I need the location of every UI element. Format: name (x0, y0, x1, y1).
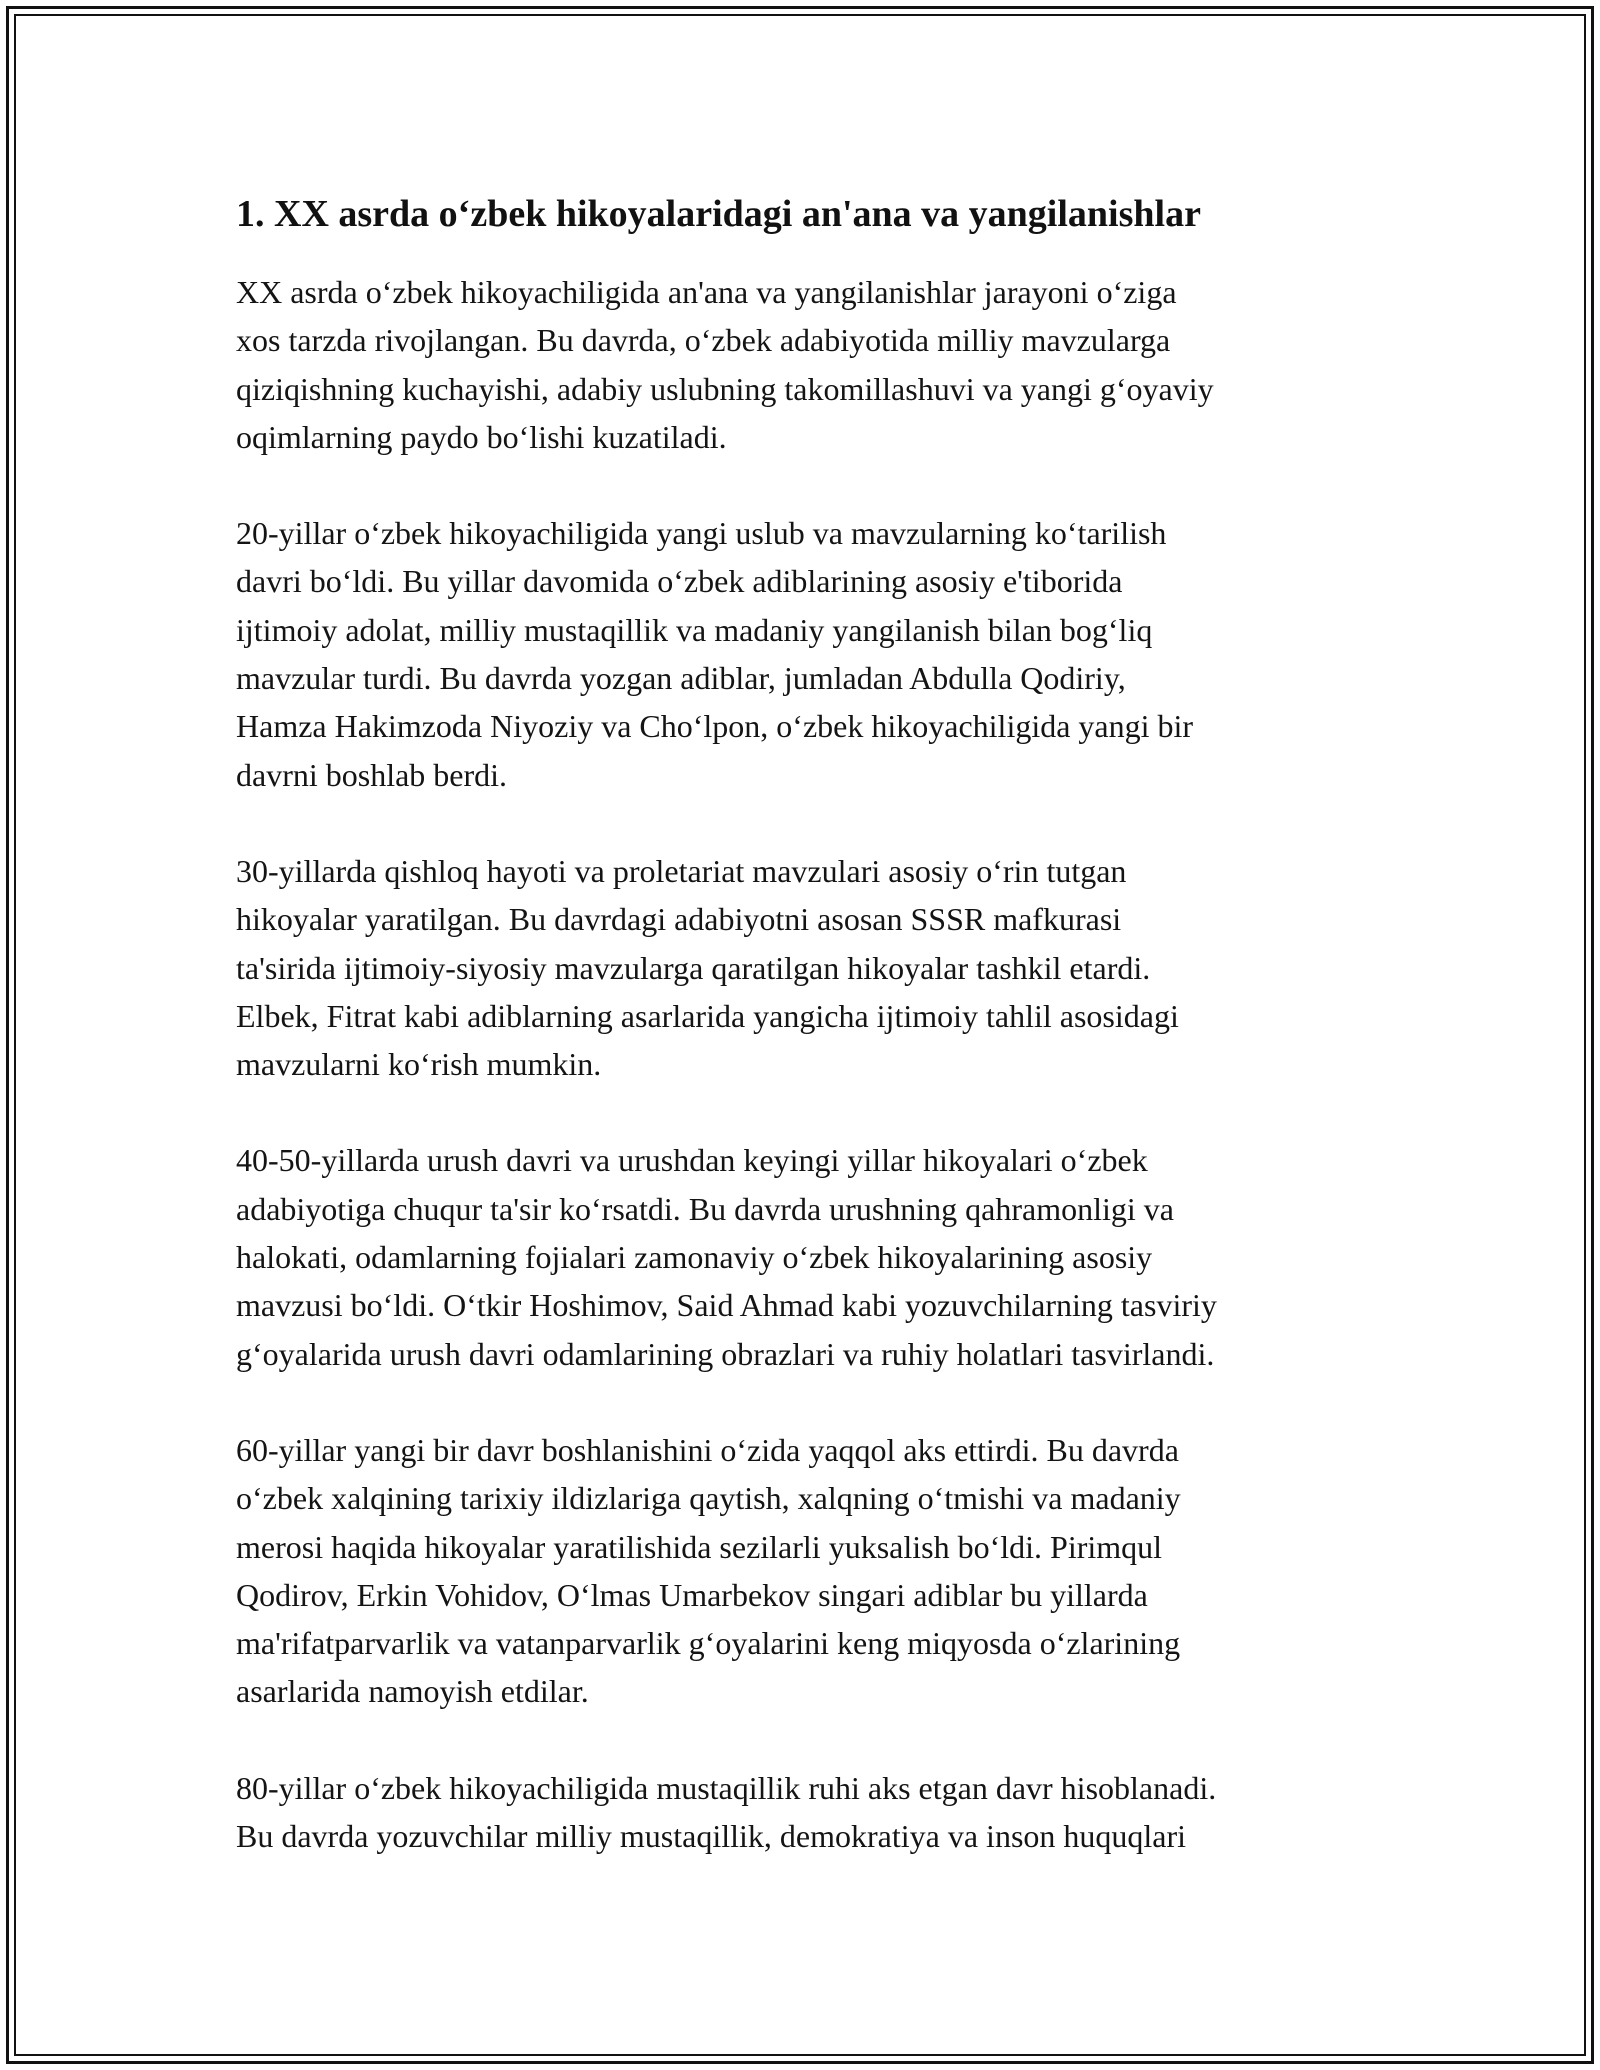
paragraph-intro: XX asrda o‘zbek hikoyachiligida an'ana va yangilanishlar jarayoni o‘ziga xos tarzda rivojlangan. Bu davrda, o‘zbek adabiyotida milliy mavzularga qiziqishning kuchayishi, adabiy uslubning takomillashuvi va yangi g‘oyaviy oqimlarning paydo bo‘lishi kuzatiladi. (236, 274, 1214, 455)
paragraph-1980s: 80-yillar o‘zbek hikoyachiligida mustaqillik ruhi aks etgan davr hisoblanadi. Bu davrda yozuvchilar milliy mustaqillik, demokratiya va inson huquqlari (236, 1769, 1217, 1855)
section-heading: 1. XX asrda o‘zbek hikoyalaridagi an'ana va yangilanishlar (236, 193, 1201, 235)
document-body (236, 186, 1386, 1860)
paragraph-1930s: 30-yillarda qishloq hayoti va proletariat mavzulari asosiy o‘rin tutgan hikoyalar yaratilgan. Bu davrdagi adabiyotni asosan SSSR mafkurasi ta'sirida ijtimoiy-siyosiy mavzularga qaratilgan hikoyalar tashkil etardi. Elbek, Fitrat kabi adiblarning asarlarida yangicha ijtimoiy tahlil asosidagi mavzularni ko‘rish mumkin. (236, 852, 1179, 1083)
paragraph-1940s-1950s: 40-50-yillarda urush davri va urushdan keyingi yillar hikoyalari o‘zbek adabiyotiga chuqur ta'sir ko‘rsatdi. Bu davrda urushning qahramonligi va halokati, odamlarning fojialari zamonaviy o‘zbek hikoyalarining asosiy mavzusi bo‘ldi. O‘tkir Hoshimov, Said Ahmad kabi yozuvchilarning tasviriy g‘oyalarida urush davri odamlarining obrazlari va ruhiy holatlari tasvirlandi. (236, 1142, 1217, 1372)
paragraph-1920s: 20-yillar o‘zbek hikoyachiligida yangi uslub va mavzularning ko‘tarilish davri bo‘ldi. Bu yillar davomida o‘zbek adiblarining asosiy e'tiborida ijtimoiy adolat, milliy mustaqillik va madaniy yangilanish bilan bog‘liq mavzular turdi. Bu davrda yozgan adiblar, jumladan Abdulla Qodiriy, Hamza Hakimzoda Niyoziy va Cho‘lpon, o‘zbek hikoyachiligida yangi bir davrni boshlab berdi. (236, 515, 1194, 793)
paragraph-1960s: 60-yillar yangi bir davr boshlanishini o‘zida yaqqol aks ettirdi. Bu davrda o‘zbek xalqining tarixiy ildizlariga qaytish, xalqning o‘tmishi va madaniy merosi haqida hikoyalar yaratilishida sezilarli yuksalish bo‘ldi. Pirimqul Qodirov, Erkin Vohidov, O‘lmas Umarbekov singari adiblar bu yillarda ma'rifatparvarlik va vatanparvarlik g‘oyalarini keng miqyosda o‘zlarining asarlarida namoyish etdilar. (236, 1431, 1181, 1710)
